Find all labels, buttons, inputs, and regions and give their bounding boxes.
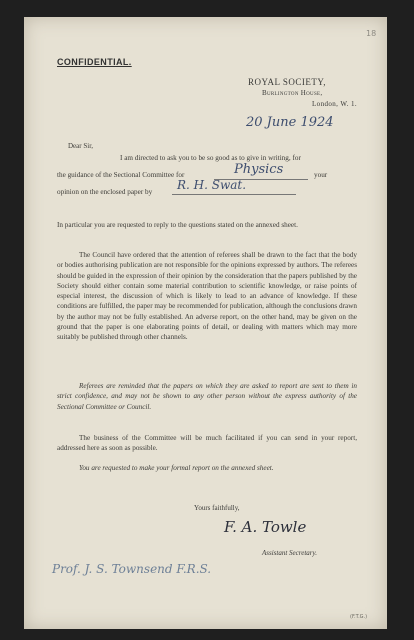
paragraph-council: [57, 250, 357, 343]
request-line-3: opinion on the enclosed paper by: [57, 188, 153, 196]
handwritten-date: 20 June 1924: [246, 115, 334, 130]
paragraph-questions-text: In particular you are requested to reply to the questions stated on the annexed sheet.: [57, 221, 298, 229]
signature: F. A. Towle: [224, 518, 307, 536]
handwritten-committee: Physics: [234, 162, 284, 177]
author-blank-line: [172, 194, 296, 195]
form-code: (F.T.G.): [350, 614, 368, 620]
page-number: 18: [366, 29, 377, 38]
address-line-3: London, W. 1.: [312, 100, 358, 108]
handwritten-author: R. H. Swat.: [177, 178, 247, 192]
paragraph-confidence: [57, 381, 357, 412]
paragraph-business: [57, 433, 357, 454]
address-line-2: Burlington House,: [262, 89, 323, 97]
signatory-title: Assistant Secretary.: [262, 549, 317, 557]
paragraph-council-text: The Council have ordered that the attention of referees shall be drawn to the fact that the body or bodies authorising publication are not responsible for the opinions expressed by authors. The referees should be guided in the expression of their opinion by the consideration that the papers published by the Society should either contain some material contribution to scientific knowledge, or raise points of especial interest, the discussion of which is likely to lead to an advance of knowledge. If these conditions are fulfilled, the paper may be recommended for publication, although the conclusions drawn by the author may not be fully established. An adverse report, on the other hand, may be given on the ground that the paper is one elaborating points of detail, or dealing with matters which may more suitably be published through other channels.: [57, 251, 357, 342]
request-line-1: I am directed to ask you to be so good as to give in writing, for: [120, 154, 301, 162]
closing: Yours faithfully,: [194, 504, 240, 512]
handwritten-addressee: Prof. J. S. Townsend F.R.S.: [52, 562, 212, 576]
salutation: Dear Sir,: [68, 142, 93, 150]
paragraph-formal-report-text: You are requested to make your formal report on the annexed sheet.: [79, 464, 274, 472]
paragraph-questions: [57, 220, 357, 230]
request-your: your: [314, 171, 328, 179]
letter-page: [24, 17, 387, 629]
paragraph-business-text: The business of the Committee will be much facilitated if you can send in your report, addressed here as soon as possible.: [57, 434, 357, 453]
paragraph-confidence-text: Referees are reminded that the papers on which they are asked to report are sent to them in strict confidence, and may not be shown to any other person without the express authority of the Sectional Committee or Council.: [57, 382, 357, 411]
request-line-2: the guidance of the Sectional Committee for: [57, 171, 185, 179]
paragraph-formal-report: [57, 463, 357, 473]
address-line-1: ROYAL SOCIETY,: [248, 77, 327, 87]
confidential-heading: CONFIDENTIAL.: [57, 57, 132, 67]
